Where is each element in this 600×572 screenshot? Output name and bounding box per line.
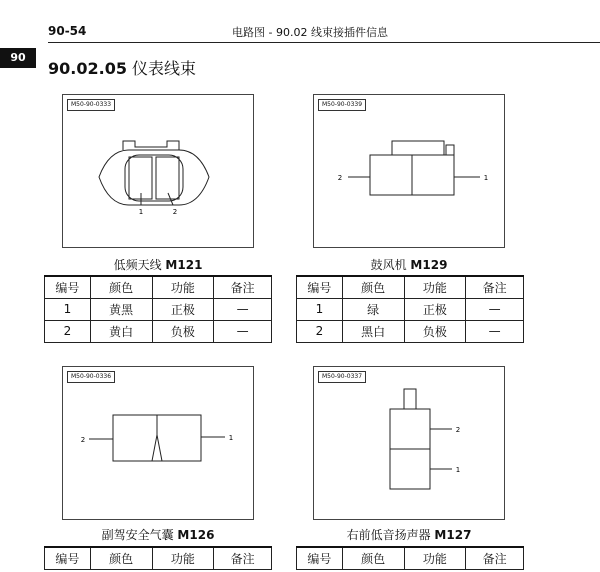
connector-diagram-m126: [62, 366, 254, 520]
table-row: [45, 320, 272, 342]
table-header-row: [297, 276, 524, 298]
pin-table-m121: [44, 275, 272, 343]
table-header-row: [45, 276, 272, 298]
header-function: 功能: [404, 547, 466, 569]
cell-pin: 2: [45, 320, 91, 342]
cell-note: —: [214, 320, 272, 342]
connector-m121-drawing: [63, 95, 255, 249]
connector-code: M126: [177, 528, 215, 542]
cell-note: —: [214, 298, 272, 320]
cell-pin: 1: [297, 298, 343, 320]
cell-note: —: [466, 320, 524, 342]
header-note: 备注: [214, 547, 272, 569]
header-pin: 编号: [45, 276, 91, 298]
header-pin: 编号: [297, 276, 343, 298]
pin-label-2: 2: [455, 426, 461, 434]
pin-table-m126: [44, 546, 272, 570]
pin-label-2: 2: [172, 208, 178, 216]
figure-id: M50-90-0333: [67, 99, 115, 111]
connector-m126-drawing: [63, 367, 255, 521]
connector-diagram-m129: [313, 94, 505, 248]
cell-function: 正极: [404, 298, 466, 320]
pin-label-1: 1: [138, 208, 144, 216]
connector-code: M129: [410, 258, 448, 272]
figure-id: M50-90-0337: [318, 371, 366, 383]
cell-function: 负极: [404, 320, 466, 342]
table-row: [297, 320, 524, 342]
header-function: 功能: [404, 276, 466, 298]
header-pin: 编号: [297, 547, 343, 569]
cell-color: 绿: [342, 298, 404, 320]
cell-color: 黄黑: [90, 298, 152, 320]
chapter-tab: 90: [0, 48, 36, 68]
connector-code: M121: [165, 258, 203, 272]
running-title: 电路图 - 90.02 线束接插件信息: [232, 26, 388, 39]
pin-table-m129: [296, 275, 524, 343]
connector-diagram-m127: [313, 366, 505, 520]
connector-name: 副驾安全气囊: [101, 528, 174, 542]
connector-caption-m127: [294, 526, 524, 543]
table-row: [45, 298, 272, 320]
connector-caption-m126: [43, 526, 273, 543]
cell-function: 负极: [152, 320, 214, 342]
header-divider: [48, 42, 600, 43]
header-color: 颜色: [342, 276, 404, 298]
section-name: 仪表线束: [132, 59, 197, 78]
cell-pin: 1: [45, 298, 91, 320]
connector-name: 右前低音扬声器: [346, 528, 431, 542]
connector-name: 鼓风机: [370, 258, 407, 272]
header-function: 功能: [152, 276, 214, 298]
header-color: 颜色: [90, 276, 152, 298]
cell-color: 黄白: [90, 320, 152, 342]
pin-label-1: 1: [483, 174, 489, 182]
figure-id: M50-90-0339: [318, 99, 366, 111]
section-title: [48, 56, 196, 79]
header-function: 功能: [152, 547, 214, 569]
cell-color: 黑白: [342, 320, 404, 342]
header-color: 颜色: [342, 547, 404, 569]
connector-m129-drawing: [314, 95, 506, 249]
header-pin: 编号: [45, 547, 91, 569]
pin-table-m127: [296, 546, 524, 570]
figure-id: M50-90-0336: [67, 371, 115, 383]
table-header-row: [45, 547, 272, 569]
pin-label-2: 2: [80, 436, 86, 444]
table-header-row: [297, 547, 524, 569]
cell-pin: 2: [297, 320, 343, 342]
header-note: 备注: [466, 276, 524, 298]
header-note: 备注: [214, 276, 272, 298]
table-row: [297, 298, 524, 320]
header-color: 颜色: [90, 547, 152, 569]
connector-name: 低频天线: [113, 258, 162, 272]
connector-caption-m121: [43, 256, 273, 273]
connector-m127-drawing: [314, 367, 506, 521]
page-number: 90-54: [48, 24, 87, 38]
section-number: 90.02.05: [48, 59, 127, 78]
pin-label-1: 1: [228, 434, 234, 442]
connector-code: M127: [434, 528, 472, 542]
header-note: 备注: [466, 547, 524, 569]
pin-label-1: 1: [455, 466, 461, 474]
connector-caption-m129: [294, 256, 524, 273]
connector-diagram-m121: [62, 94, 254, 248]
pin-label-2: 2: [337, 174, 343, 182]
cell-note: —: [466, 298, 524, 320]
cell-function: 正极: [152, 298, 214, 320]
